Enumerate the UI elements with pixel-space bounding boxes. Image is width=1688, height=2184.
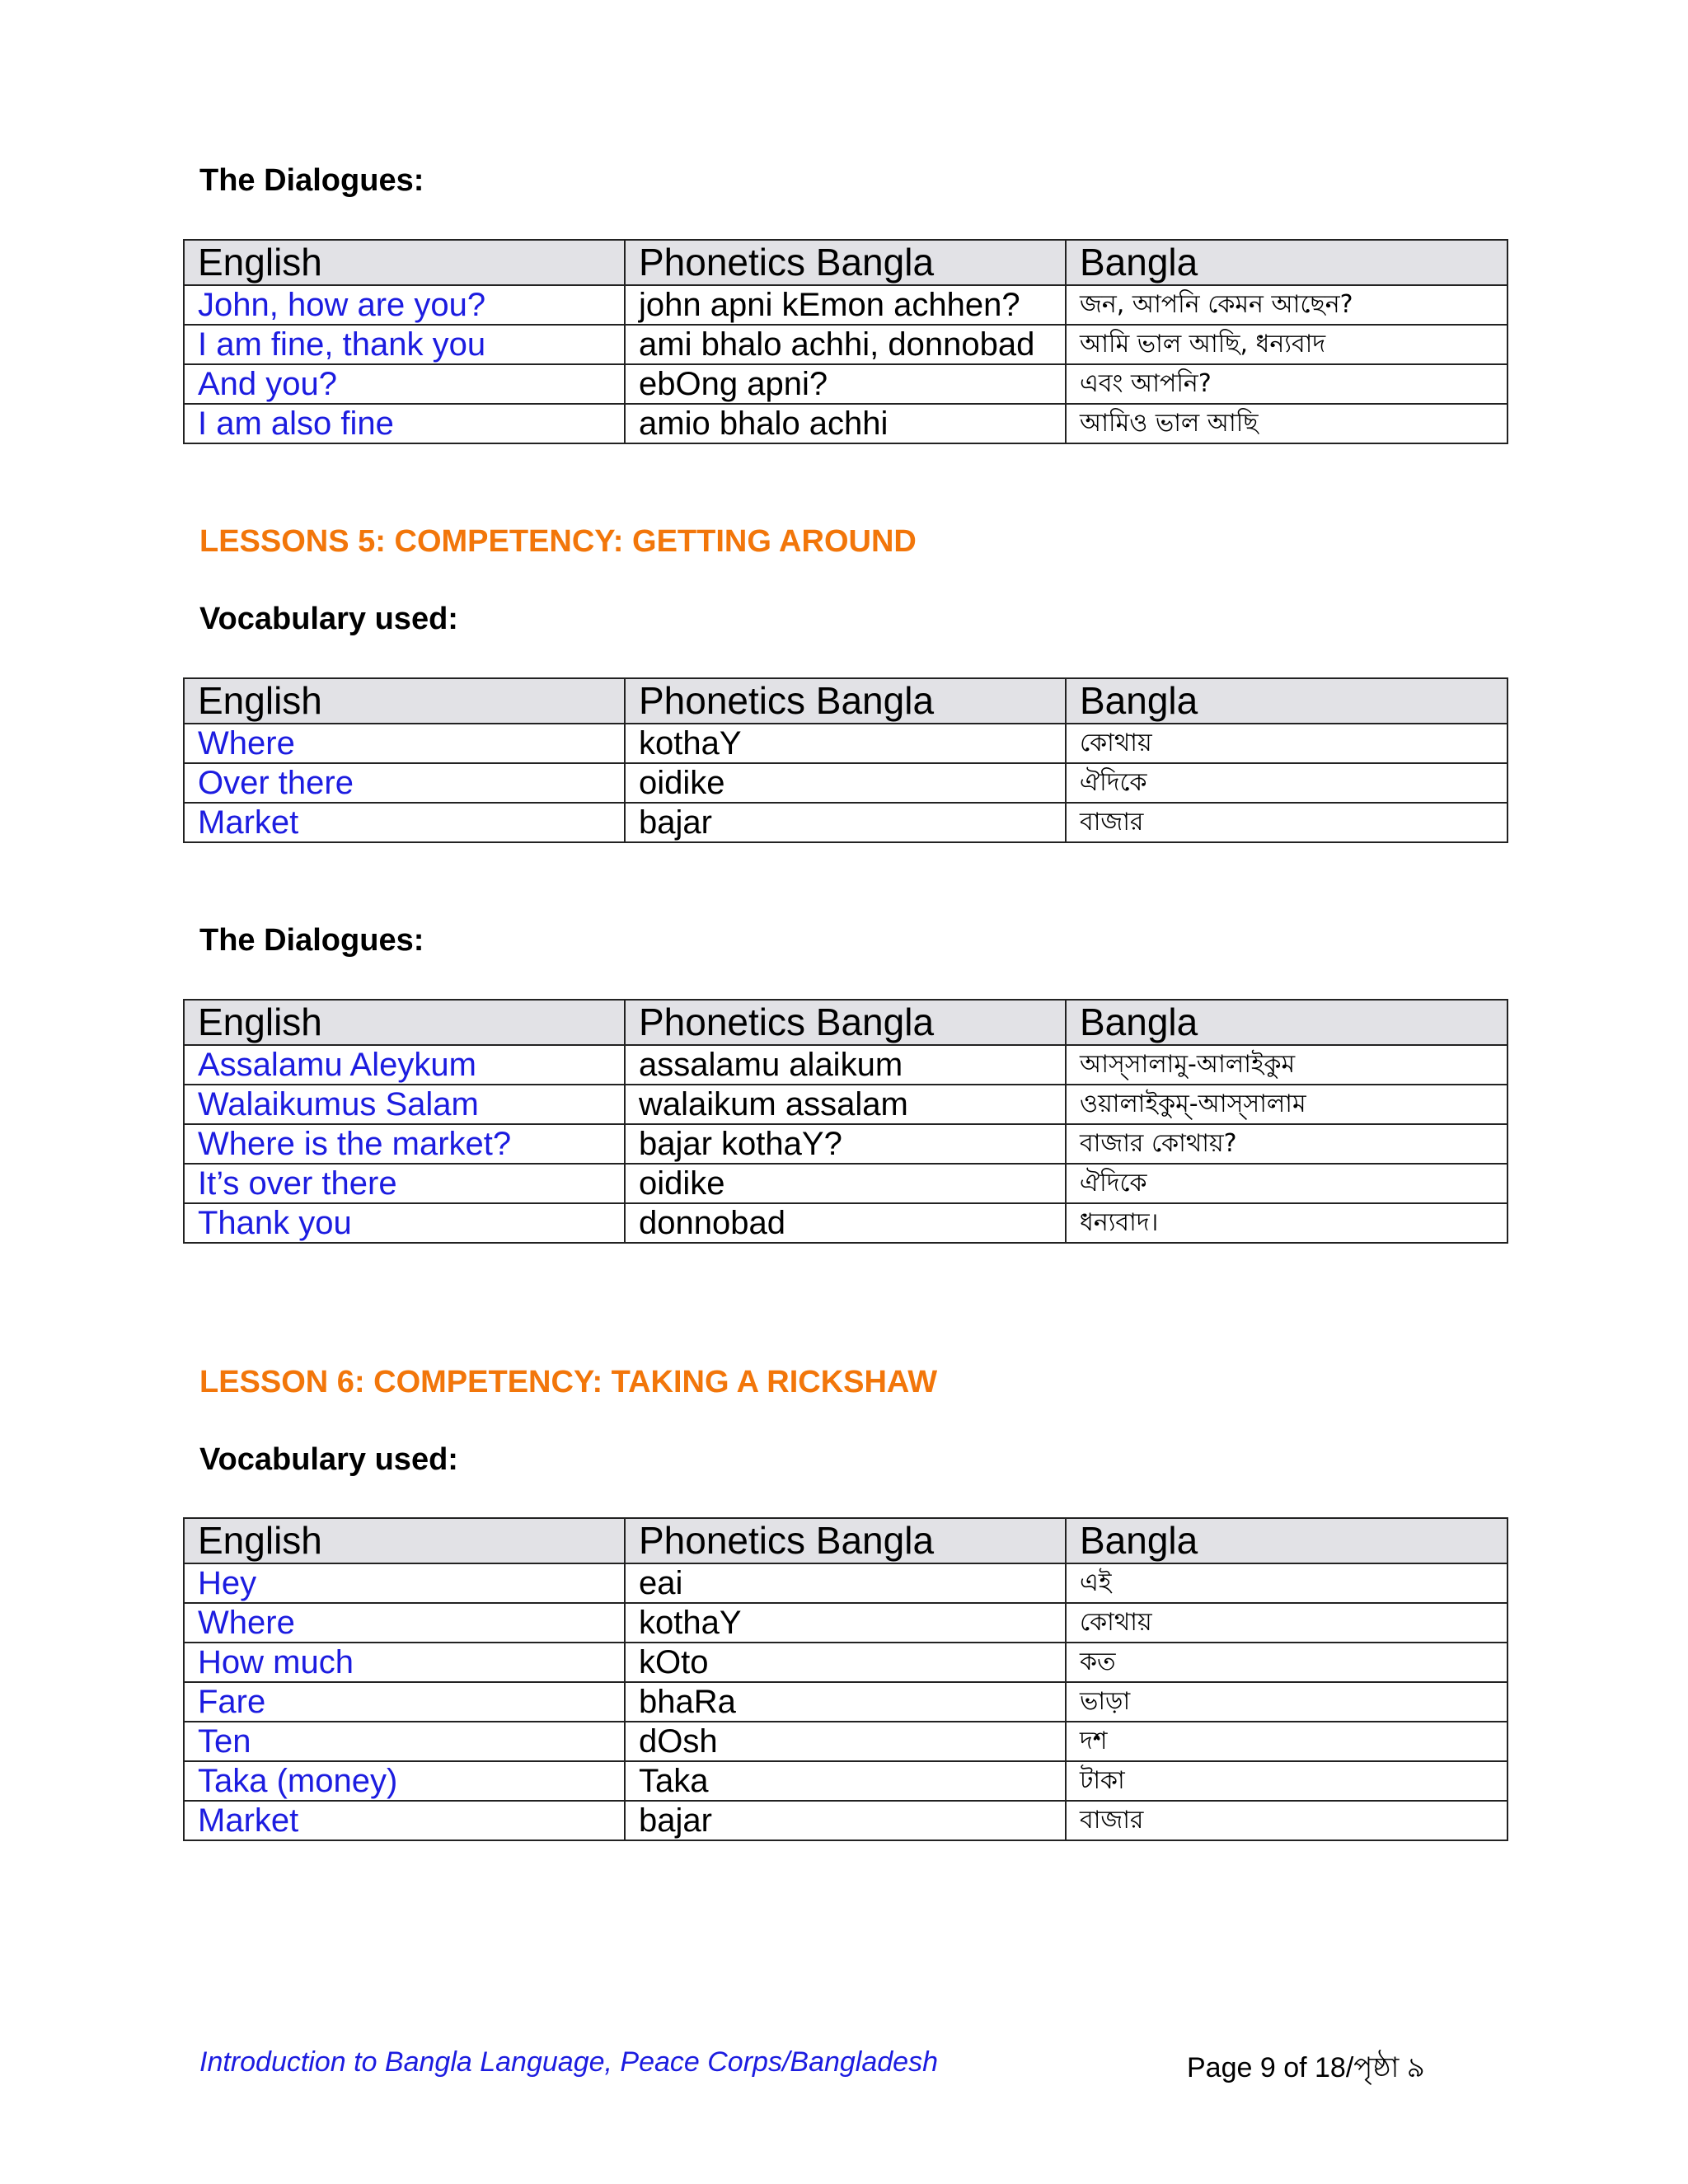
english-cell: And you? (184, 364, 625, 404)
bangla-cell: বাজার (1066, 1801, 1507, 1840)
header-english: English (184, 678, 625, 724)
phonetics-cell: ebOng apni? (625, 364, 1066, 404)
table-row (184, 1563, 1507, 1603)
vocabulary-heading-6: Vocabulary used: (199, 1442, 458, 1477)
english-cell: Where (184, 1603, 625, 1643)
english-cell: John, how are you? (184, 285, 625, 325)
table-row (184, 1085, 1507, 1124)
table-row (184, 325, 1507, 364)
bangla-cell: জন, আপনি কেমন আছেন? (1066, 285, 1507, 325)
vocabulary-heading-5: Vocabulary used: (199, 602, 458, 636)
footer-title: Introduction to Bangla Language, Peace Corps/Bangladesh (199, 2046, 938, 2078)
phonetics-cell: kOto (625, 1643, 1066, 1682)
lesson-6-title: LESSON 6: COMPETENCY: TAKING A RICKSHAW (199, 1365, 938, 1399)
phonetics-cell: eai (625, 1563, 1066, 1603)
english-cell: Thank you (184, 1203, 625, 1243)
bangla-cell: বাজার (1066, 803, 1507, 842)
english-cell: Taka (money) (184, 1761, 625, 1801)
english-cell: Assalamu Aleykum (184, 1045, 625, 1085)
header-phonetics: Phonetics Bangla (625, 678, 1066, 724)
bangla-cell: কোথায় (1066, 1603, 1507, 1643)
table-row (184, 404, 1507, 443)
phonetics-cell: Taka (625, 1761, 1066, 1801)
table-row (184, 1643, 1507, 1682)
phonetics-cell: bajar kothaY? (625, 1124, 1066, 1164)
table-row (184, 1682, 1507, 1722)
table-row (184, 1045, 1507, 1085)
header-english: English (184, 1000, 625, 1045)
table-row (184, 1124, 1507, 1164)
bangla-cell: ওয়ালাইকুম্‌-আস্‌সালাম (1066, 1085, 1507, 1124)
phonetics-cell: bajar (625, 803, 1066, 842)
phonetics-cell: assalamu alaikum (625, 1045, 1066, 1085)
table-row (184, 364, 1507, 404)
header-bangla: Bangla (1066, 678, 1507, 724)
table-row (184, 1603, 1507, 1643)
bangla-cell: এবং আপনি? (1066, 364, 1507, 404)
bangla-cell: এই (1066, 1563, 1507, 1603)
english-cell: Ten (184, 1722, 625, 1761)
phonetics-cell: dOsh (625, 1722, 1066, 1761)
header-bangla: Bangla (1066, 1000, 1507, 1045)
table-row (184, 1722, 1507, 1761)
english-cell: Market (184, 1801, 625, 1840)
phonetics-cell: ami bhalo achhi, donnobad (625, 325, 1066, 364)
table-row (184, 1801, 1507, 1840)
header-phonetics: Phonetics Bangla (625, 1518, 1066, 1563)
bangla-cell: আস্‌সালামু-আলাইকুম (1066, 1045, 1507, 1085)
english-cell: I am also fine (184, 404, 625, 443)
english-cell: Over there (184, 763, 625, 803)
table-row (184, 1164, 1507, 1203)
bangla-cell: ভাড়া (1066, 1682, 1507, 1722)
header-bangla: Bangla (1066, 240, 1507, 285)
lesson-5-title: LESSONS 5: COMPETENCY: GETTING AROUND (199, 524, 917, 559)
english-cell: Where (184, 724, 625, 763)
vocabulary-table-5 (183, 677, 1508, 843)
bangla-cell: ঐদিকে (1066, 1164, 1507, 1203)
table-row (184, 724, 1507, 763)
table-header-row (184, 1000, 1507, 1045)
phonetics-cell: oidike (625, 763, 1066, 803)
phonetics-cell: john apni kEmon achhen? (625, 285, 1066, 325)
table-row (184, 803, 1507, 842)
table-row (184, 285, 1507, 325)
table-header-row (184, 678, 1507, 724)
bangla-cell: আমিও ভাল আছি (1066, 404, 1507, 443)
header-phonetics: Phonetics Bangla (625, 240, 1066, 285)
header-bangla: Bangla (1066, 1518, 1507, 1563)
bangla-cell: কোথায় (1066, 724, 1507, 763)
dialogues-heading-2: The Dialogues: (199, 923, 424, 958)
phonetics-cell: oidike (625, 1164, 1066, 1203)
phonetics-cell: bajar (625, 1801, 1066, 1840)
vocabulary-table-6 (183, 1517, 1508, 1841)
bangla-cell: টাকা (1066, 1761, 1507, 1801)
english-cell: Market (184, 803, 625, 842)
table-row (184, 1203, 1507, 1243)
phonetics-cell: kothaY (625, 724, 1066, 763)
header-english: English (184, 240, 625, 285)
english-cell: How much (184, 1643, 625, 1682)
english-cell: It’s over there (184, 1164, 625, 1203)
english-cell: Hey (184, 1563, 625, 1603)
table-header-row (184, 1518, 1507, 1563)
phonetics-cell: bhaRa (625, 1682, 1066, 1722)
table-row (184, 1761, 1507, 1801)
english-cell: I am fine, thank you (184, 325, 625, 364)
table-row (184, 763, 1507, 803)
dialogue-table-1 (183, 239, 1508, 444)
phonetics-cell: walaikum assalam (625, 1085, 1066, 1124)
english-cell: Walaikumus Salam (184, 1085, 625, 1124)
english-cell: Fare (184, 1682, 625, 1722)
bangla-cell: আমি ভাল আছি, ধন্যবাদ (1066, 325, 1507, 364)
english-cell: Where is the market? (184, 1124, 625, 1164)
header-english: English (184, 1518, 625, 1563)
footer-page-number: Page 9 of 18/পৃষ্ঠা ৯ (1187, 2052, 1425, 2083)
header-phonetics: Phonetics Bangla (625, 1000, 1066, 1045)
bangla-cell: দশ (1066, 1722, 1507, 1761)
phonetics-cell: kothaY (625, 1603, 1066, 1643)
bangla-cell: বাজার কোথায়? (1066, 1124, 1507, 1164)
phonetics-cell: amio bhalo achhi (625, 404, 1066, 443)
bangla-cell: ঐদিকে (1066, 763, 1507, 803)
bangla-cell: কত (1066, 1643, 1507, 1682)
bangla-cell: ধন্যবাদ। (1066, 1203, 1507, 1243)
table-header-row (184, 240, 1507, 285)
dialogues-heading-1: The Dialogues: (199, 163, 424, 198)
phonetics-cell: donnobad (625, 1203, 1066, 1243)
dialogue-table-2 (183, 999, 1508, 1244)
